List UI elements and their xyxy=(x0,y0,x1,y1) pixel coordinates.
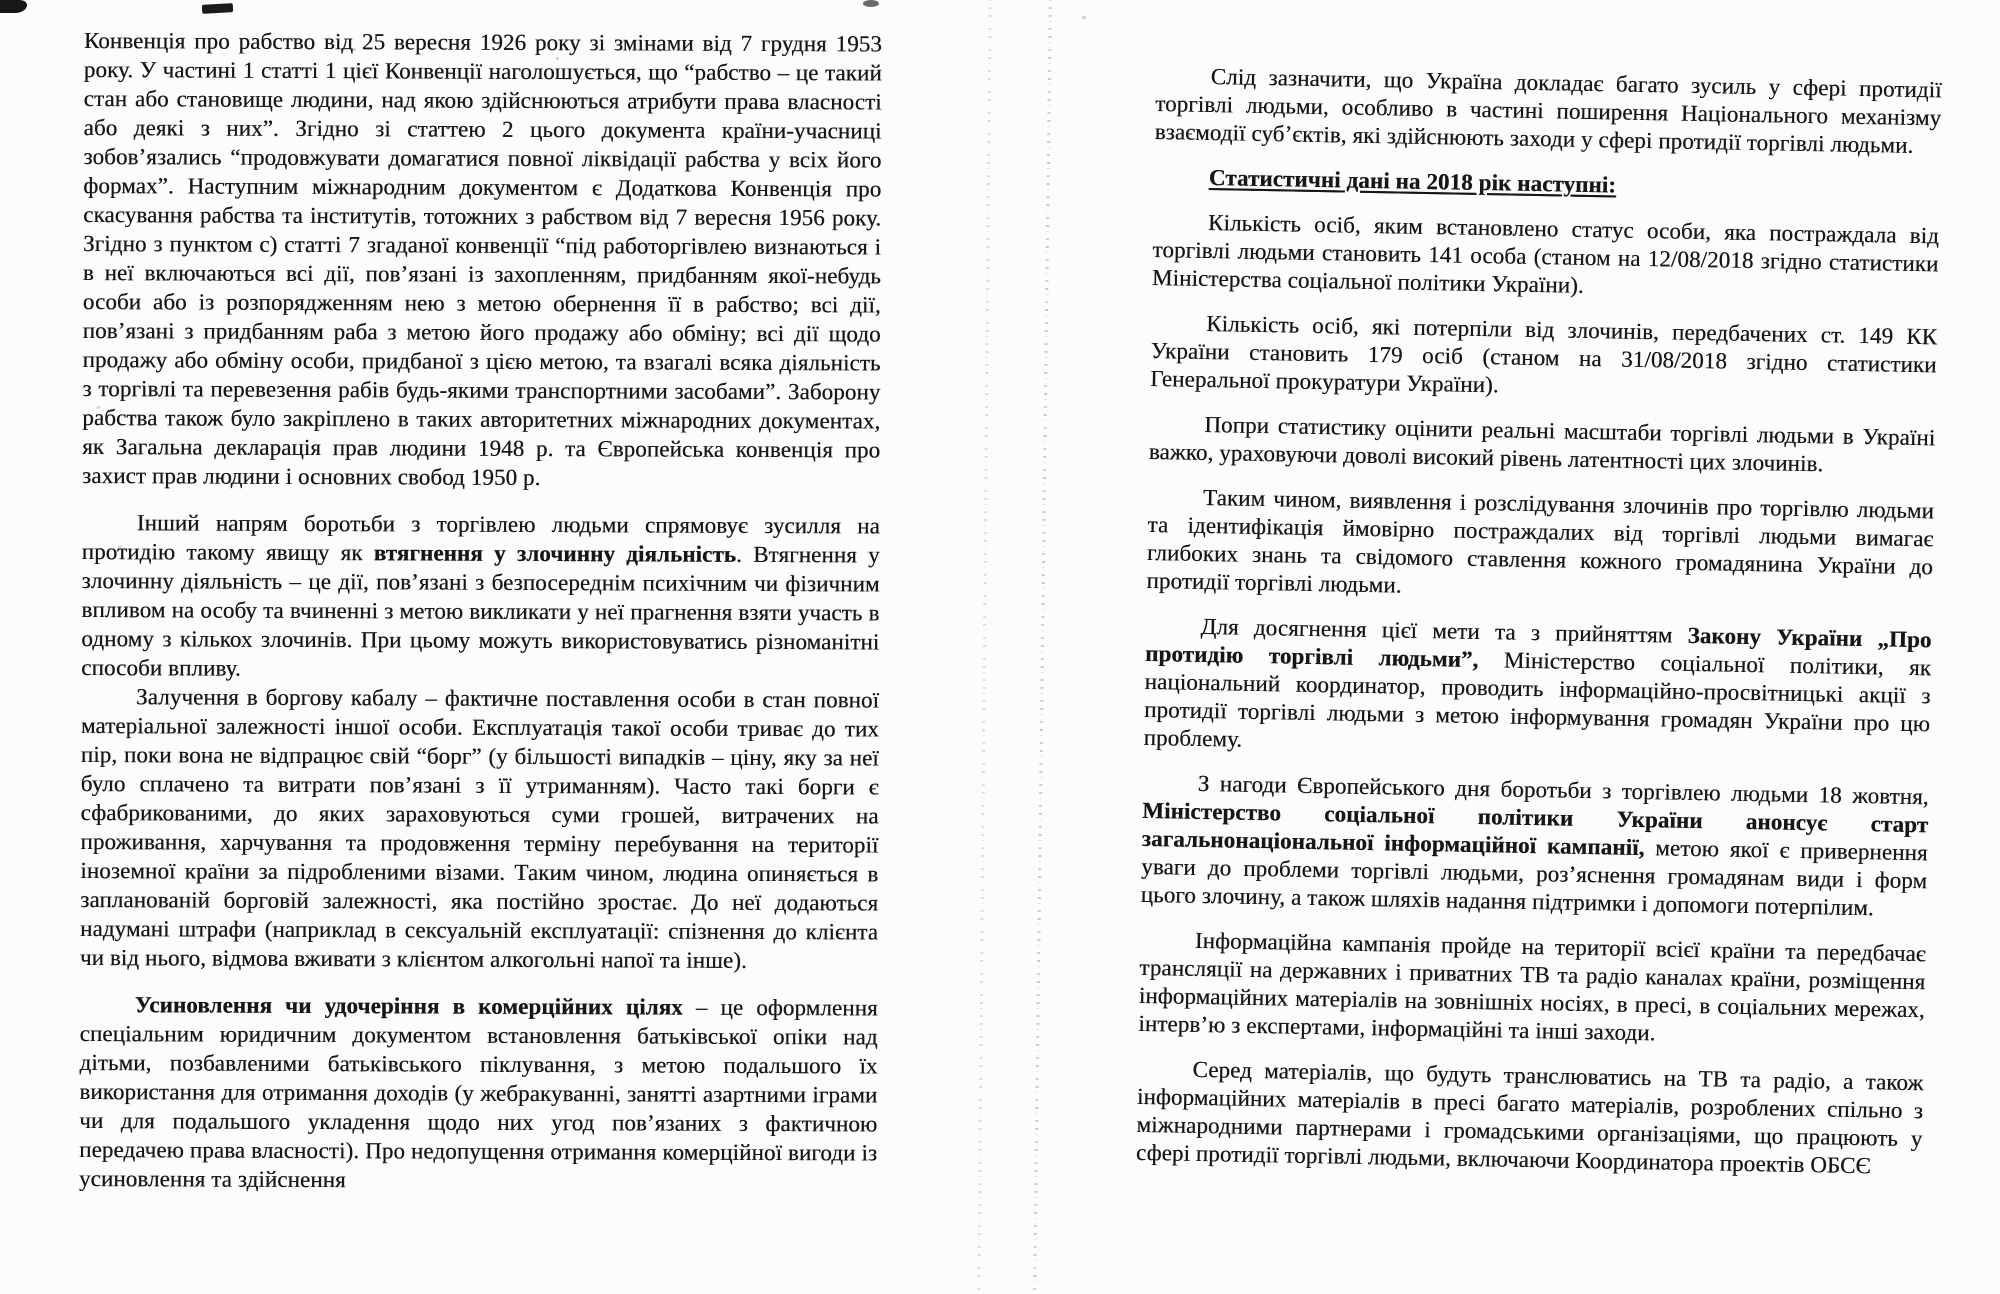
text-run: Таким чином, виявлення і розслідування злочинів про торгівлю людьми та ідентифікація ймовірно постраждалих від торгівлі людьми вимагає глибоких знань та свідомого ставлення кожного громадянина України до протидії торгівлі людьми. xyxy=(1146,484,1935,598)
paragraph xyxy=(1140,769,1928,923)
text-run: Кількість осіб, яким встановлено статус особи, яка постраждала від торгівлі людьми становить 141 особа (станом на 12/08/2018 згідно статистики Міністерства соціальної політики України). xyxy=(1151,209,1940,298)
bold-text-run: втягнення у злочинну діяльність xyxy=(373,540,737,567)
paragraph xyxy=(82,26,882,493)
text-run: Кількість осіб, які потерпіли від злочинів, передбачених ст. 149 КК України становить 179 осіб (станом на 31/08/2018 згідно статистики Генеральної прокуратури України). xyxy=(1149,310,1938,398)
text-run: Слід зазначити, що Україна докладає багато зусиль у сфері протидії торгівлі людьми, особливо в частині поширення Національного механізму взаємодії суб’єктів, які здійснюють заходи у сфері протидії торгівлі людьми. xyxy=(1154,64,1942,158)
text-run: Конвенція про рабство від 25 вересня 1926 року зі змінами від 7 грудня 1953 року. У частині 1 статті 1 цієї Конвенції наголошується, що “рабство – це такий стан або становище людини, над якою здійснюються атрибути права власності або деякі з них”. Згідно зі статтею 2 цього документа країни-учасниці зобов’язались “продовжувати домагатися повної ліквідації рабства у всіх його формах”. Наступним міжнародним документом є Додаткова Конвенція про скасування рабства та інститутів, тотожних з рабством від 7 вересня 1956 року. Згідно з пунктом с) статті 7 згаданої конвенції “під работоргівлею визнаються і в неї включаються всі дії, пов’язані із захопленням, придбанням якої-небудь особи або із розпорядженням нею з метою обернення її в рабство; всі дії, пов’язані з придбанням раба з метою його продажу або обміну; всі дії щодо продажу або обміну особи, придбаної з цією метою, та взагалі всяка діяльність з торгівлі та перевезення рабів будь-якими транспортними засобами”. Заборону рабства також було закріплено в таких авторитетних міжнародних документах, як Загальна декларація прав людини 1948 р. та Європейська конвенція про захист прав людини і основних свобод 1950 р. xyxy=(81,27,882,490)
text-run: – це оформлення спеціальним юридичним документом встановлення батьківської опіки над дітьми, позбавленими батьківського піклування, з метою подальшого їх використання для отримання доходів (у жебракуванні, занятті азартними іграми чи для подальшого укладення щодо них угод пов’язаних з фактичною передачею права власності). Про недопущення отримання комерційної вигоди із усиновлення та здійснення xyxy=(78,994,878,1193)
text-run: Міністерство соціальної політики, як національний координатор, проводить інформаційно-просвітницькі акції з протидії торгівлі людьми з метою інформування громадян України про цю проблему. xyxy=(1143,647,1932,752)
gutter-shadow-line-right xyxy=(1033,0,1052,1294)
text-run: Для досягнення цієї мети та з прийняттям xyxy=(1200,613,1688,648)
paragraph xyxy=(1143,612,1931,766)
text-run: Інформаційна кампанія пройде на території всієї країни та передбачає трансляції на державних і приватних ТВ та радіо каналах країни, розміщення інформаційних матеріалів на зовнішніх носіях, в пресі, в соціальних мережах, інтерв’ю з експертами, інформаційні та інші заходи. xyxy=(1138,927,1927,1046)
text-run: Попри статистику оцінити реальні масштаби торгівлі людьми в Україні важко, ураховуючи доволі високий рівень латентності цих злочинів. xyxy=(1148,411,1936,477)
paragraph xyxy=(1149,410,1936,480)
page-left xyxy=(79,26,882,1196)
text-run: метою якої є привернення уваги до проблеми торгівлі людьми, роз’яснення громадянам види і форм цього злочину, а також шляхів надання підтримки і допомоги потерпілим. xyxy=(1140,835,1928,921)
page-right xyxy=(1136,62,1942,1181)
paragraph xyxy=(79,990,878,1196)
bold-text-run: Міністерство соціальної політики України анонсує старт загальнонаціональної інформаційної кампанії, xyxy=(1141,797,1929,861)
paragraph xyxy=(1146,483,1934,609)
text-run: Залучення в боргову кабалу – фактичне поставлення особи в стан повної матеріальної залежності іншої особи. Експлуатація такої особи триває до тих пір, поки вона не відпрацює свій “борг” (у більшості випадків – ціну, яку за неї було сплачено та витрати пов’язані з її утриманням). Часто такі борги є сфабрикованими, до яких зараховуються суми грошей, витрачених на проживання, харчування та продовження терміну перебування на території іноземної країни за підробленими візами. Таким чином, людина опиняється в запланованій борговій залежності, яка постійно зростає. До неї додаються надумані штрафи (наприклад в сексуальній експлуатації: спізнення до клієнта чи від нього, відмова вживати з клієнтом алкогольні напої та інше). xyxy=(79,684,880,973)
paragraph xyxy=(1138,926,1926,1052)
paragraph xyxy=(1154,62,1941,160)
paragraph xyxy=(1136,1055,1924,1181)
bold-text-run: Усиновлення чи удочеріння в комерційних цілях xyxy=(134,992,683,1020)
paragraph xyxy=(81,508,880,685)
text-run: . Втягнення у злочинну діяльність – це дії, пов’язані з безпосереднім психічним чи фізичним впливом на особу та вчиненні з метою викликати у неї прагнення взяти участь в одному з кількох злочинів. При цьому можуть використовуватись різноманітні способи впливу. xyxy=(81,541,880,681)
text-run: Інший напрям боротьби з торгівлею людьми спрямовує зусилля на протидію такому явищу як xyxy=(81,510,880,566)
paragraph xyxy=(1150,309,1937,407)
text-run: Серед матеріалів, що будуть транслюватись на ТВ та радіо, а також інформаційних матеріалів в пресі багато матеріалів, розроблених спільно з міжнародними партнерами і громадськими організаціями, що працюють у сфері протидії торгівлі людьми, включаючи Координатора проектів ОБСЄ xyxy=(1135,1056,1924,1179)
scan-artifact-dash xyxy=(202,3,233,14)
paragraph xyxy=(1154,163,1940,205)
bold-text-run: Статистичні дані на 2018 рік наступні: xyxy=(1208,164,1617,198)
scan-artifact-corner-blot xyxy=(0,0,27,13)
scan-speck xyxy=(1082,16,1086,19)
paragraph xyxy=(80,682,879,975)
scan-artifact-smudge xyxy=(863,0,879,7)
text-run: З нагоди Європейського дня боротьби з торгівлею людьми 18 жовтня, xyxy=(1197,770,1929,810)
paragraph xyxy=(1152,208,1939,306)
gutter-shadow-line-left xyxy=(977,0,991,1294)
bold-text-run: Закону України „Про протидію торгівлі людьми”, xyxy=(1144,622,1932,673)
